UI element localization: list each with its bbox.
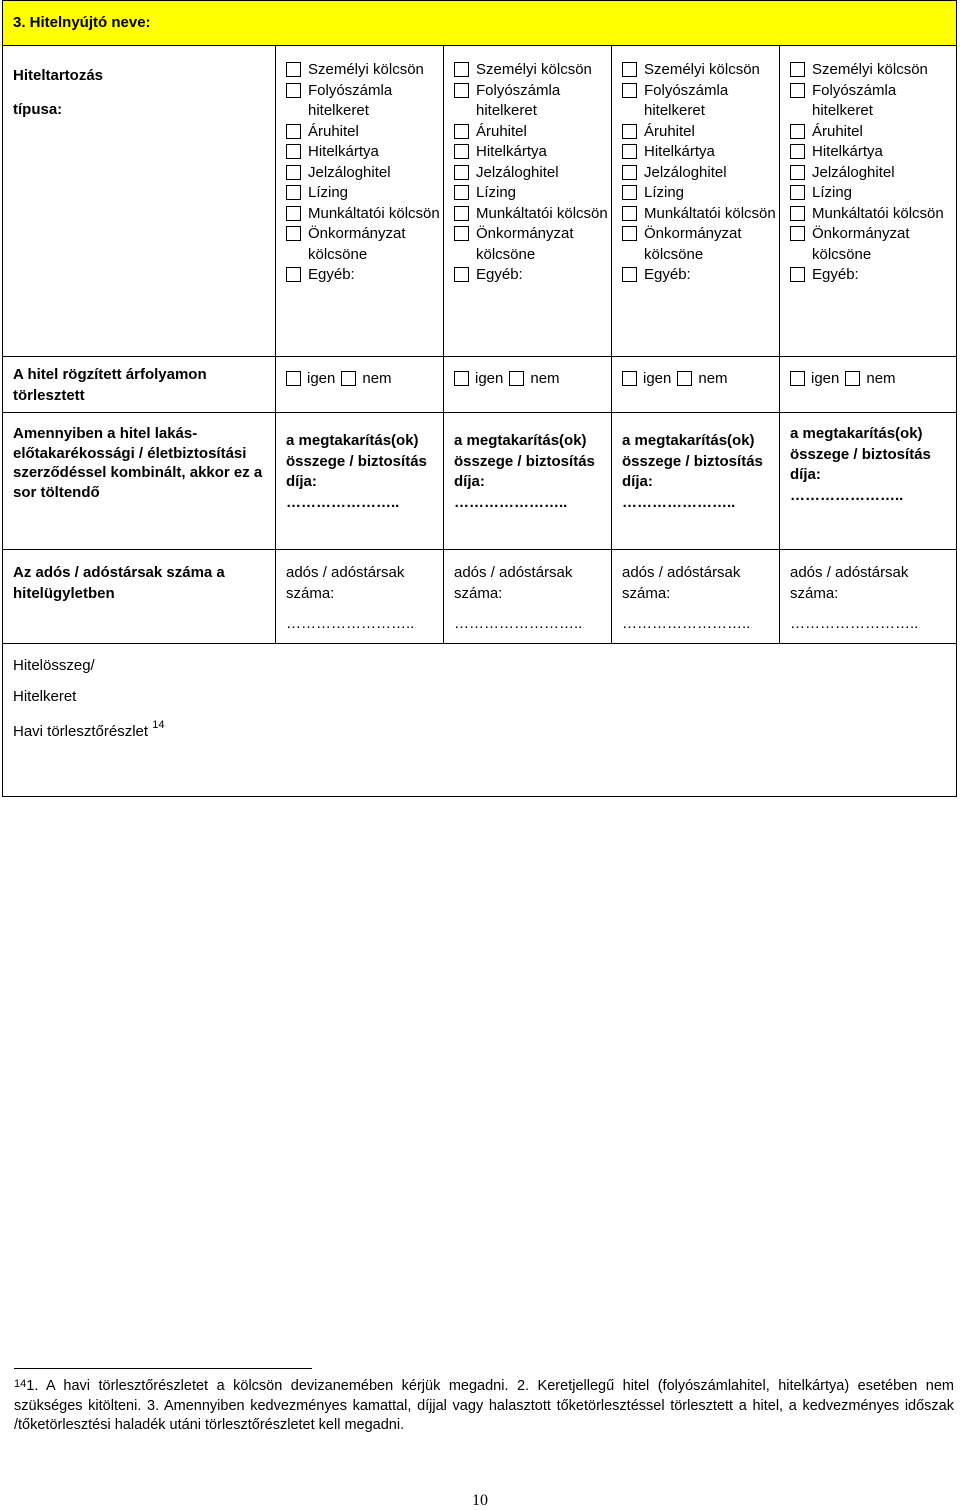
fixed-rate-label: A hitel rögzített árfolyamon törlesztett (3, 357, 276, 413)
no-label: nem (530, 370, 560, 387)
loan-type-option-label: Önkormányzat kölcsöne (308, 225, 406, 263)
loan-type-option (790, 81, 956, 122)
checkbox[interactable] (286, 144, 301, 159)
footnote-text: 1. A havi törlesztőrészletet a kölcsön devizanemében kérjük megadni. 2. Keretjellegű hitel (folyószámlahitel, hitelkártya) esetében nem szükséges kitölteni. 3. Amennyiben kedvezményes kamattal, díjjal vagy halasztott tőketörlesztéssel törlesztett a hitel, a kedvezményes időszak /tőketörlesztési haladék utáni törlesztőrészletet kell megadni. (14, 1378, 954, 1433)
yes-label: igen (643, 370, 672, 387)
checkbox[interactable] (790, 206, 805, 221)
checkbox[interactable] (454, 144, 469, 159)
debtors-col (780, 550, 957, 644)
checkbox[interactable] (790, 226, 805, 241)
loan-type-option (454, 163, 611, 184)
loan-type-option (622, 265, 779, 286)
debtors-row (3, 550, 957, 644)
fixed-rate-choice (454, 369, 611, 390)
savings-insurance-text: a megtakarítás(ok) összege / biztosítás díja: (622, 432, 763, 490)
debtors-fill-line[interactable]: …………………….. (454, 615, 583, 632)
loan-type-label-line1: Hiteltartozás (13, 67, 104, 84)
amount-label: Hitelösszeg/ (13, 657, 95, 674)
fixed-rate-choice (790, 369, 956, 390)
loan-type-option (454, 81, 611, 122)
footnote-reference[interactable]: 14 (152, 719, 165, 731)
checkbox[interactable] (454, 206, 469, 221)
checkbox[interactable] (454, 226, 469, 241)
yes-label: igen (475, 370, 504, 387)
loan-type-option-label: Munkáltatói kölcsön (644, 204, 776, 222)
yes-label: igen (811, 370, 840, 387)
loan-type-option-label: Egyéb: (812, 266, 859, 283)
loan-type-option (790, 142, 956, 163)
loan-type-option (286, 183, 443, 204)
fixed-rate-col (780, 357, 957, 413)
footnote (14, 1377, 954, 1435)
checkbox-no[interactable] (677, 371, 692, 386)
checkbox[interactable] (454, 83, 469, 98)
loan-type-option (622, 163, 779, 184)
checkbox[interactable] (286, 124, 301, 139)
savings-insurance-fill-line[interactable]: ………………….. (454, 493, 568, 511)
loan-type-option-label: Hitelkártya (308, 143, 379, 160)
footnote-number: 14 (14, 1378, 27, 1390)
debtors-col (276, 550, 444, 644)
loan-type-option-label: Hitelkártya (644, 143, 715, 160)
loan-type-options-col (444, 46, 612, 357)
loan-type-option (622, 204, 779, 225)
loan-type-option (790, 183, 956, 204)
checkbox-yes[interactable] (454, 371, 469, 386)
yes-label: igen (307, 370, 336, 387)
checkbox[interactable] (286, 165, 301, 180)
loan-type-option-label: Személyi kölcsön (812, 61, 928, 78)
savings-insurance-text: a megtakarítás(ok) összege / biztosítás díja: (454, 432, 595, 490)
loan-type-option-label: Jelzáloghitel (476, 163, 559, 181)
loan-type-option (790, 122, 956, 143)
no-label: nem (362, 370, 392, 387)
loan-type-option-label: Önkormányzat kölcsöne (812, 225, 910, 263)
loan-type-option (454, 265, 611, 286)
section-title: 3. Hitelnyújtó neve: (3, 1, 957, 46)
loan-type-row (3, 46, 957, 357)
loan-type-option-label: Folyószámla hitelkeret (812, 81, 897, 119)
debtors-fill-line[interactable]: …………………….. (622, 615, 751, 632)
loan-type-option (622, 122, 779, 143)
loan-type-option-label: Munkáltatói kölcsön (476, 204, 608, 222)
loan-type-option-label: Egyéb: (476, 266, 523, 283)
loan-type-option (454, 204, 611, 225)
checkbox[interactable] (622, 62, 637, 77)
loan-type-option (454, 122, 611, 143)
checkbox[interactable] (622, 83, 637, 98)
loan-type-option (286, 204, 443, 225)
savings-insurance-col (276, 413, 444, 550)
checkbox[interactable] (622, 144, 637, 159)
checkbox-no[interactable] (845, 371, 860, 386)
loan-type-option (286, 265, 443, 286)
savings-insurance-label: Amennyiben a hitel lakás-előtakarékossági / életbiztosítási szerződéssel kombinált, akkor ez a sor töltendő (3, 413, 276, 550)
amount-installment-cell[interactable] (3, 644, 957, 797)
checkbox[interactable] (622, 206, 637, 221)
checkbox[interactable] (454, 62, 469, 77)
fixed-rate-col (612, 357, 780, 413)
loan-type-option (286, 60, 443, 81)
debtors-text: adós / adóstársak száma: (454, 564, 573, 602)
loan-type-option (622, 81, 779, 122)
savings-insurance-col (612, 413, 780, 550)
credit-limit-label: Hitelkeret (13, 687, 77, 705)
checkbox-no[interactable] (509, 371, 524, 386)
loan-type-option (790, 224, 956, 265)
amount-installment-row (3, 644, 957, 797)
monthly-installment-label (13, 717, 956, 743)
loan-type-label-line2: típusa: (13, 100, 63, 118)
loan-type-option (286, 122, 443, 143)
loan-type-option-label: Áruhitel (644, 122, 695, 140)
fixed-rate-col (276, 357, 444, 413)
loan-type-options-col (780, 46, 957, 357)
fixed-rate-choice (286, 369, 443, 390)
loan-type-option (622, 183, 779, 204)
creditor-form-table (2, 0, 957, 797)
loan-type-option (286, 81, 443, 122)
debtors-text: adós / adóstársak száma: (790, 564, 909, 602)
loan-type-option (790, 204, 956, 225)
fixed-rate-col (444, 357, 612, 413)
no-label: nem (866, 370, 896, 387)
loan-type-option-label: Egyéb: (308, 266, 355, 283)
checkbox[interactable] (790, 185, 805, 200)
checkbox[interactable] (622, 226, 637, 241)
checkbox[interactable] (622, 124, 637, 139)
checkbox[interactable] (790, 144, 805, 159)
checkbox[interactable] (286, 83, 301, 98)
monthly-installment-text: Havi törlesztőrészlet (13, 723, 149, 740)
loan-type-option (454, 142, 611, 163)
loan-type-option-label: Lízing (812, 184, 853, 201)
loan-type-option (454, 60, 611, 81)
loan-type-option (454, 224, 611, 265)
checkbox[interactable] (454, 267, 469, 282)
savings-insurance-row (3, 413, 957, 550)
savings-insurance-fill-line[interactable]: ………………….. (622, 493, 736, 511)
savings-insurance-col (444, 413, 612, 550)
loan-type-option-label: Jelzáloghitel (308, 163, 391, 181)
checkbox-no[interactable] (341, 371, 356, 386)
loan-type-option-label: Hitelkártya (812, 143, 883, 160)
debtors-col (612, 550, 780, 644)
footnote-divider (14, 1368, 312, 1369)
checkbox[interactable] (454, 124, 469, 139)
loan-type-label (3, 46, 276, 357)
checkbox[interactable] (286, 185, 301, 200)
loan-type-option (286, 224, 443, 265)
no-label: nem (698, 370, 728, 387)
loan-type-option-label: Önkormányzat kölcsöne (476, 225, 574, 263)
loan-type-option (622, 60, 779, 81)
debtors-text: adós / adóstársak száma: (286, 564, 405, 602)
loan-type-option-label: Személyi kölcsön (308, 61, 424, 78)
loan-type-options-col (276, 46, 444, 357)
loan-type-option-label: Önkormányzat kölcsöne (644, 225, 742, 263)
loan-type-option-label: Folyószámla hitelkeret (308, 81, 393, 119)
loan-type-option (454, 183, 611, 204)
checkbox[interactable] (622, 185, 637, 200)
checkbox[interactable] (454, 165, 469, 180)
savings-insurance-col (780, 413, 957, 550)
section-header-row (3, 1, 957, 46)
checkbox[interactable] (286, 226, 301, 241)
loan-type-option-label: Jelzáloghitel (812, 163, 895, 181)
loan-type-option (622, 142, 779, 163)
loan-type-option-label: Áruhitel (812, 122, 863, 140)
loan-type-option (286, 142, 443, 163)
checkbox[interactable] (286, 62, 301, 77)
checkbox[interactable] (790, 267, 805, 282)
loan-type-option-label: Személyi kölcsön (644, 61, 760, 78)
loan-type-option (790, 60, 956, 81)
loan-type-option-label: Egyéb: (644, 266, 691, 283)
loan-type-option (790, 163, 956, 184)
loan-type-option-label: Hitelkártya (476, 143, 547, 160)
checkbox[interactable] (286, 206, 301, 221)
loan-type-option (790, 265, 956, 286)
loan-type-option-label: Személyi kölcsön (476, 61, 592, 78)
loan-type-option-label: Folyószámla hitelkeret (644, 81, 729, 119)
checkbox[interactable] (790, 165, 805, 180)
loan-type-option-label: Áruhitel (476, 122, 527, 140)
savings-insurance-text: a megtakarítás(ok) összege / biztosítás díja: (790, 425, 931, 483)
debtors-col (444, 550, 612, 644)
loan-type-option-label: Lízing (644, 184, 685, 201)
debtors-fill-line[interactable]: …………………….. (286, 615, 415, 632)
checkbox[interactable] (790, 83, 805, 98)
savings-insurance-fill-line[interactable]: ………………….. (286, 493, 400, 511)
page-number: 10 (472, 1492, 488, 1509)
checkbox[interactable] (622, 165, 637, 180)
loan-type-option-label: Folyószámla hitelkeret (476, 81, 561, 119)
loan-type-option-label: Lízing (308, 184, 349, 201)
savings-insurance-fill-line[interactable]: ………………….. (790, 486, 904, 504)
loan-type-option-label: Munkáltatói kölcsön (308, 204, 440, 222)
loan-type-option-label: Jelzáloghitel (644, 163, 727, 181)
checkbox-yes[interactable] (790, 371, 805, 386)
debtors-text: adós / adóstársak száma: (622, 564, 741, 602)
checkbox[interactable] (790, 62, 805, 77)
loan-type-option-label: Áruhitel (308, 122, 359, 140)
checkbox[interactable] (286, 267, 301, 282)
fixed-rate-row (3, 357, 957, 413)
fixed-rate-choice (622, 369, 779, 390)
checkbox[interactable] (790, 124, 805, 139)
loan-type-options-col (612, 46, 780, 357)
loan-type-option-label: Lízing (476, 184, 517, 201)
checkbox[interactable] (454, 185, 469, 200)
checkbox-yes[interactable] (622, 371, 637, 386)
savings-insurance-text: a megtakarítás(ok) összege / biztosítás díja: (286, 432, 427, 490)
debtors-fill-line[interactable]: …………………….. (790, 615, 919, 632)
checkbox[interactable] (622, 267, 637, 282)
checkbox-yes[interactable] (286, 371, 301, 386)
debtors-label: Az adós / adóstársak száma a hitelügyletben (3, 550, 276, 644)
loan-type-option-label: Munkáltatói kölcsön (812, 204, 944, 222)
loan-type-option (622, 224, 779, 265)
loan-type-option (286, 163, 443, 184)
